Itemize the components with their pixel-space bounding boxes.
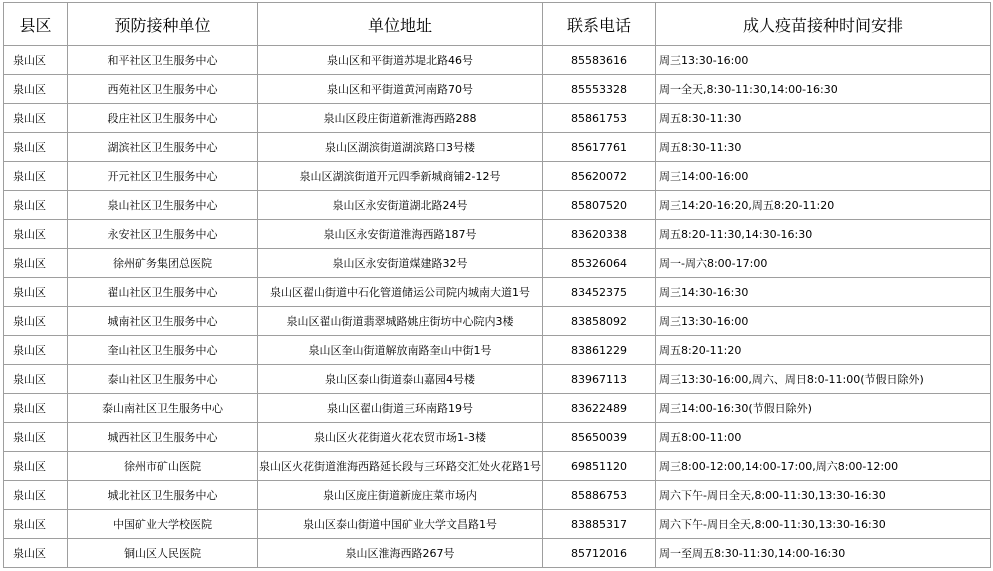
schedule-cell: 周六下午-周日全天,8:00-11:30,13:30-16:30: [656, 481, 991, 510]
schedule-cell: 周三14:00-16:00: [656, 162, 991, 191]
district-cell: 泉山区: [4, 336, 68, 365]
phone-cell: 83885317: [543, 510, 656, 539]
phone-cell: 83967113: [543, 365, 656, 394]
table-row: [4, 46, 991, 75]
address-cell: 泉山区翟山街道三环南路19号: [258, 394, 543, 423]
district-cell: 泉山区: [4, 249, 68, 278]
phone-cell: 85553328: [543, 75, 656, 104]
phone-cell: 69851120: [543, 452, 656, 481]
address-cell: 泉山区永安街道淮海西路187号: [258, 220, 543, 249]
unit-name-cell: 铜山区人民医院: [68, 539, 258, 568]
phone-cell: 85807520: [543, 191, 656, 220]
table-row: [4, 365, 991, 394]
schedule-cell: 周五8:30-11:30: [656, 133, 991, 162]
table-row: [4, 394, 991, 423]
phone-cell: 83861229: [543, 336, 656, 365]
table-row: [4, 539, 991, 568]
unit-name-cell: 徐州矿务集团总医院: [68, 249, 258, 278]
unit-name-cell: 中国矿业大学校医院: [68, 510, 258, 539]
schedule-cell: 周五8:20-11:20: [656, 336, 991, 365]
header-phone: 联系电话: [543, 3, 656, 46]
schedule-cell: 周五8:00-11:00: [656, 423, 991, 452]
header-schedule: 成人疫苗接种时间安排: [656, 3, 991, 46]
schedule-cell: 周五8:20-11:30,14:30-16:30: [656, 220, 991, 249]
unit-name-cell: 泰山南社区卫生服务中心: [68, 394, 258, 423]
unit-name-cell: 翟山社区卫生服务中心: [68, 278, 258, 307]
phone-cell: 85617761: [543, 133, 656, 162]
address-cell: 泉山区翟山街道中石化管道储运公司院内城南大道1号: [258, 278, 543, 307]
unit-name-cell: 永安社区卫生服务中心: [68, 220, 258, 249]
schedule-cell: 周三8:00-12:00,14:00-17:00,周六8:00-12:00: [656, 452, 991, 481]
table-row: [4, 75, 991, 104]
schedule-cell: 周一全天,8:30-11:30,14:00-16:30: [656, 75, 991, 104]
address-cell: 泉山区和平街道黄河南路70号: [258, 75, 543, 104]
address-cell: 泉山区淮海西路267号: [258, 539, 543, 568]
phone-cell: 85650039: [543, 423, 656, 452]
schedule-cell: 周一-周六8:00-17:00: [656, 249, 991, 278]
phone-cell: 85886753: [543, 481, 656, 510]
table-body: [4, 46, 991, 568]
table-row: [4, 133, 991, 162]
unit-name-cell: 徐州市矿山医院: [68, 452, 258, 481]
schedule-cell: 周六下午-周日全天,8:00-11:30,13:30-16:30: [656, 510, 991, 539]
district-cell: 泉山区: [4, 191, 68, 220]
district-cell: 泉山区: [4, 46, 68, 75]
table-row: [4, 307, 991, 336]
unit-name-cell: 泰山社区卫生服务中心: [68, 365, 258, 394]
district-cell: 泉山区: [4, 539, 68, 568]
district-cell: 泉山区: [4, 394, 68, 423]
header-unit: 预防接种单位: [68, 3, 258, 46]
district-cell: 泉山区: [4, 104, 68, 133]
unit-name-cell: 段庄社区卫生服务中心: [68, 104, 258, 133]
district-cell: 泉山区: [4, 365, 68, 394]
phone-cell: 85861753: [543, 104, 656, 133]
address-cell: 泉山区泰山街道泰山嘉园4号楼: [258, 365, 543, 394]
phone-cell: 85620072: [543, 162, 656, 191]
unit-name-cell: 城北社区卫生服务中心: [68, 481, 258, 510]
table-row: [4, 249, 991, 278]
district-cell: 泉山区: [4, 278, 68, 307]
phone-cell: 85326064: [543, 249, 656, 278]
schedule-cell: 周三14:00-16:30(节假日除外): [656, 394, 991, 423]
district-cell: 泉山区: [4, 220, 68, 249]
address-cell: 泉山区泰山街道中国矿业大学文昌路1号: [258, 510, 543, 539]
address-cell: 泉山区段庄街道新淮海西路288: [258, 104, 543, 133]
schedule-cell: 周三14:30-16:30: [656, 278, 991, 307]
schedule-cell: 周三14:20-16:20,周五8:20-11:20: [656, 191, 991, 220]
address-cell: 泉山区永安街道湖北路24号: [258, 191, 543, 220]
header-row: [4, 3, 991, 46]
table-row: [4, 191, 991, 220]
address-cell: 泉山区奎山街道解放南路奎山中街1号: [258, 336, 543, 365]
unit-name-cell: 开元社区卫生服务中心: [68, 162, 258, 191]
address-cell: 泉山区庞庄街道新庞庄菜市场内: [258, 481, 543, 510]
table-row: [4, 220, 991, 249]
address-cell: 泉山区湖滨街道湖滨路口3号楼: [258, 133, 543, 162]
phone-cell: 83620338: [543, 220, 656, 249]
schedule-cell: 周三13:30-16:00: [656, 307, 991, 336]
district-cell: 泉山区: [4, 481, 68, 510]
unit-name-cell: 泉山社区卫生服务中心: [68, 191, 258, 220]
phone-cell: 85712016: [543, 539, 656, 568]
address-cell: 泉山区湖滨街道开元四季新城商铺2-12号: [258, 162, 543, 191]
district-cell: 泉山区: [4, 510, 68, 539]
address-cell: 泉山区翟山街道翡翠城路姚庄街坊中心院内3楼: [258, 307, 543, 336]
address-cell: 泉山区火花街道火花农贸市场1-3楼: [258, 423, 543, 452]
vaccination-schedule-table: [3, 2, 991, 568]
table-row: [4, 452, 991, 481]
phone-cell: 83622489: [543, 394, 656, 423]
address-cell: 泉山区火花街道淮海西路延长段与三环路交汇处火花路1号: [258, 452, 543, 481]
phone-cell: 85583616: [543, 46, 656, 75]
address-cell: 泉山区和平街道苏堤北路46号: [258, 46, 543, 75]
unit-name-cell: 西苑社区卫生服务中心: [68, 75, 258, 104]
schedule-cell: 周五8:30-11:30: [656, 104, 991, 133]
table-row: [4, 162, 991, 191]
district-cell: 泉山区: [4, 75, 68, 104]
unit-name-cell: 和平社区卫生服务中心: [68, 46, 258, 75]
district-cell: 泉山区: [4, 162, 68, 191]
phone-cell: 83452375: [543, 278, 656, 307]
table-row: [4, 510, 991, 539]
address-cell: 泉山区永安街道煤建路32号: [258, 249, 543, 278]
table-row: [4, 481, 991, 510]
district-cell: 泉山区: [4, 452, 68, 481]
phone-cell: 83858092: [543, 307, 656, 336]
table-row: [4, 336, 991, 365]
schedule-cell: 周三13:30-16:00: [656, 46, 991, 75]
header-district: 县区: [4, 3, 68, 46]
district-cell: 泉山区: [4, 133, 68, 162]
unit-name-cell: 湖滨社区卫生服务中心: [68, 133, 258, 162]
header-address: 单位地址: [258, 3, 543, 46]
unit-name-cell: 城南社区卫生服务中心: [68, 307, 258, 336]
schedule-cell: 周一至周五8:30-11:30,14:00-16:30: [656, 539, 991, 568]
schedule-cell: 周三13:30-16:00,周六、周日8:0-11:00(节假日除外): [656, 365, 991, 394]
district-cell: 泉山区: [4, 307, 68, 336]
table-row: [4, 423, 991, 452]
table-row: [4, 278, 991, 307]
district-cell: 泉山区: [4, 423, 68, 452]
unit-name-cell: 城西社区卫生服务中心: [68, 423, 258, 452]
unit-name-cell: 奎山社区卫生服务中心: [68, 336, 258, 365]
table-row: [4, 104, 991, 133]
